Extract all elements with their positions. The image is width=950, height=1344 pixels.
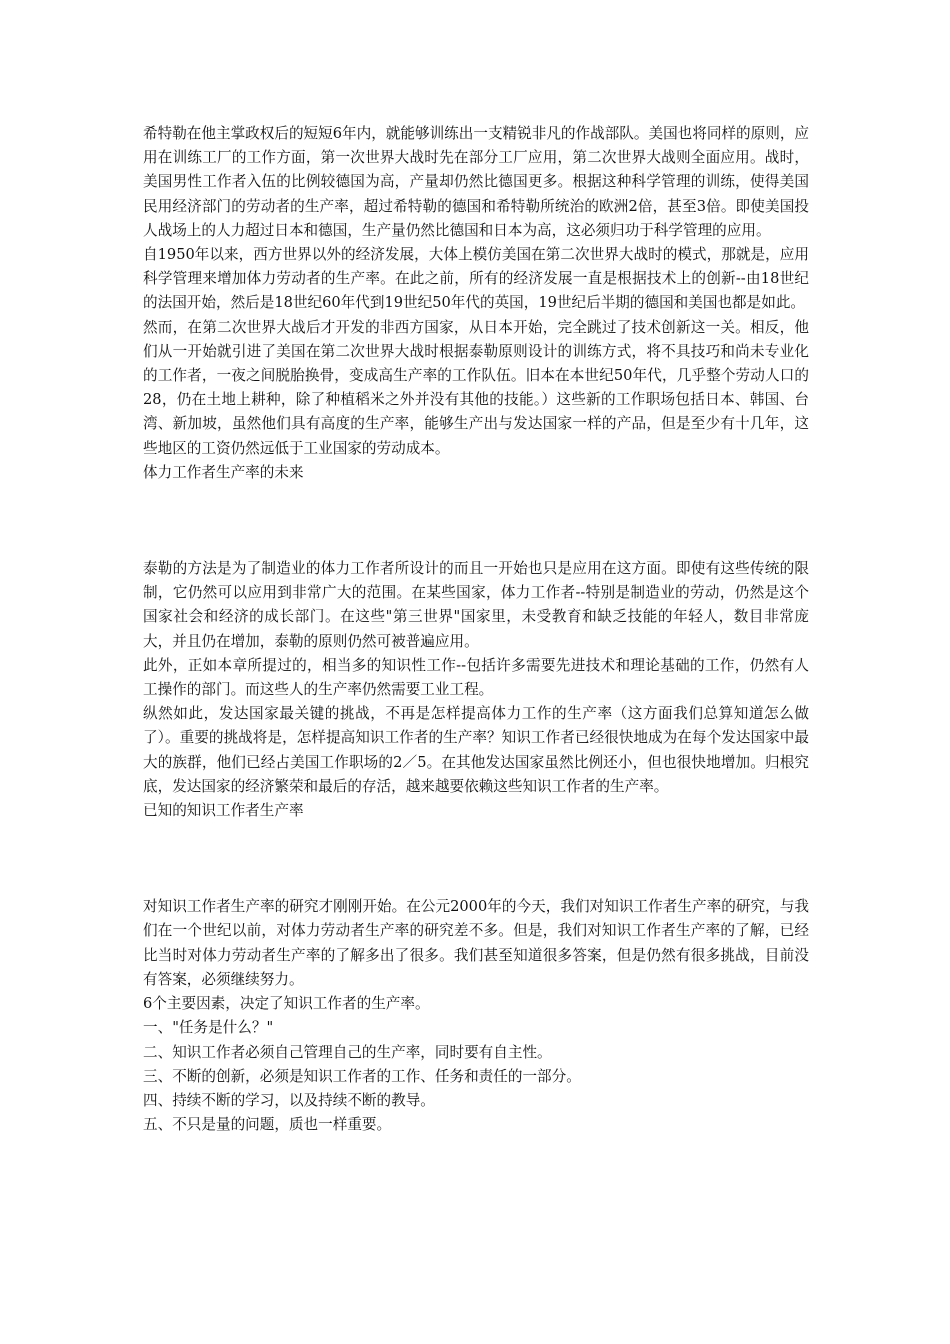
paragraph: 泰勒的方法是为了制造业的体力工作者所设计的而且一开始也只是应用在这方面。即使有这些传统的限制，它仍然可以应用到非常广大的范围。在某些国家，体力工作者--特别是制造业的劳动，仍然是这个国家社会和经济的成长部门。在这些"第三世界"国家里，未受教育和缺乏技能的年轻人，数目非常庞大，并且仍在增加，泰勒的原则仍然可被普遍应用。 xyxy=(143,560,809,650)
paragraph: 6个主要因素，决定了知识工作者的生产率。 xyxy=(143,995,430,1013)
section-heading: 已知的知识工作者生产率 xyxy=(143,802,304,820)
blank-space xyxy=(143,823,809,895)
paragraph: 然而，在第二次世界大战后才开发的非西方国家，从日本开始，完全跳过了技术创新这一关。相反，他们从一开始就引进了美国在第二次世界大战时根据泰勒原则设计的训练方式，将不具技巧和尚未专业化的工作者，一夜之间脱胎换骨，变成高生产率的工作队伍。旧本在本世纪50年代，几乎整个劳动人口的28，仍在土地上耕种，除了种植稻米之外并没有其他的技能。）这些新的工作职场包括日本、韩国、台湾、新加坡，虽然他们具有高度的生产率，能够生产出与发达国家一样的产品，但是至少有十几年，这些地区的工资仍然远低于工业国家的劳动成本。 xyxy=(143,318,809,457)
list-item: 四、持续不断的学习，以及持续不断的教导。 xyxy=(143,1091,435,1109)
list-item: 一、"任务是什么？" xyxy=(143,1019,274,1037)
list-item: 二、知识工作者必须自己管理自己的生产率，同时要有自主性。 xyxy=(143,1043,552,1061)
list-item: 五、不只是量的问题，质也一样重要。 xyxy=(143,1116,392,1134)
paragraph: 纵然如此，发达国家最关键的挑战，不再是怎样提高体力工作的生产率（这方面我们总算知道怎么做了）。重要的挑战将是，怎样提高知识工作者的生产率？知识工作者已经很快地成为在每个发达国家中最大的族群，他们已经占美国工作职场的2／5。在其他发达国家虽然比例还小，但也很快地增加。归根究底，发达国家的经济繁荣和最后的存活，越来越要依赖这些知识工作者的生产率。 xyxy=(143,705,809,795)
paragraph: 自1950年以来，西方世界以外的经济发展，大体上模仿美国在第二次世界大战时的模式，那就是，应用科学管理来增加体力劳动者的生产率。在此之前，所有的经济发展一直是根据技术上的创新--由18世纪的法国开始，然后是18世纪60年代到19世纪50年代的英国，19世纪后半期的德国和美国也都是如此。 xyxy=(143,246,809,312)
paragraph: 对知识工作者生产率的研究才刚刚开始。在公元2000年的今天，我们对知识工作者生产率的研究，与我们在一个世纪以前，对体力劳动者生产率的研究差不多。但是，我们对知识工作者生产率的了解，已经比当时对体力劳动者生产率的了解多出了很多。我们甚至知道很多答案，但是仍然有很多挑战，目前没有答案，必须继续努力。 xyxy=(143,898,809,988)
list-item: 三、不断的创新，必须是知识工作者的工作、任务和责任的一部分。 xyxy=(143,1067,581,1085)
section-heading: 体力工作者生产率的未来 xyxy=(143,463,304,481)
document-page xyxy=(143,122,809,1137)
blank-space xyxy=(143,485,809,557)
paragraph: 此外，正如本章所提过的，相当多的知识性工作--包括许多需要先进技术和理论基础的工作，仍然有人工操作的部门。而这些人的生产率仍然需要工业工程。 xyxy=(143,656,809,699)
paragraph: 希特勒在他主掌政权后的短短6年内，就能够训练出一支精锐非凡的作战部队。美国也将同样的原则，应用在训练工厂的工作方面，第一次世界大战时先在部分工厂应用，第二次世界大战则全面应用。战时，美国男性工作者入伍的比例较德国为高，产量却仍然比德国更多。根据这种科学管理的训练，使得美国民用经济部门的劳动者的生产率，超过希特勒的德国和希特勒所统治的欧洲2倍，甚至3倍。即使美国投人战场上的人力超过日本和德国，生产量仍然比德国和日本为高，这必须归功于科学管理的应用。 xyxy=(143,125,810,239)
